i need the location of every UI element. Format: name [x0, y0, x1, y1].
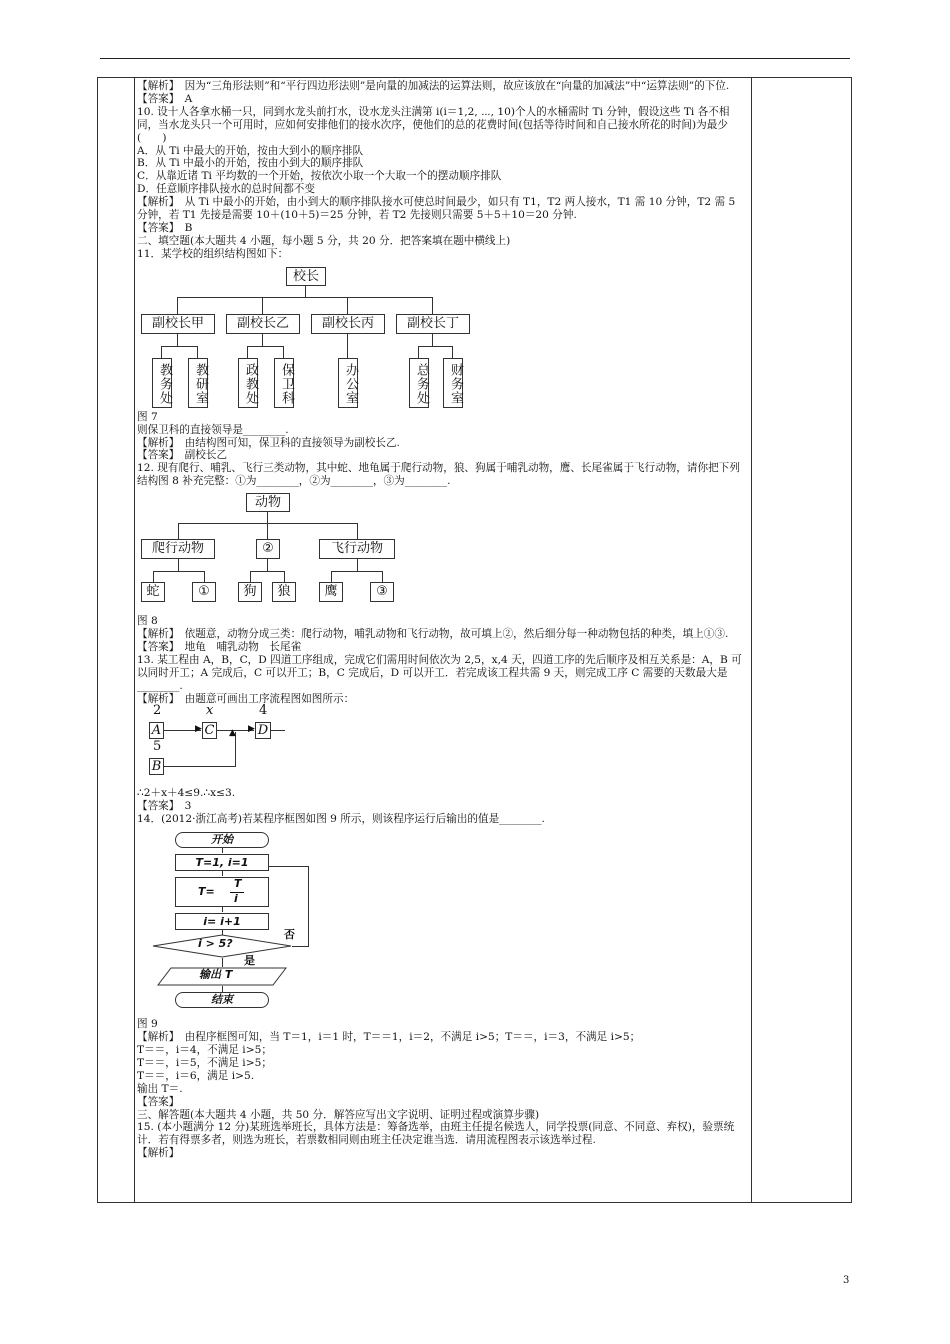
node-reptiles: 爬行动物 [141, 539, 215, 559]
node-animals: 动物 [246, 493, 290, 512]
figure-9-flowchart [137, 828, 747, 1016]
analysis-9: 【解析】 因为“三角形法则”和“平行四边形法则”是向量的加减法的运算法则，故应该放在“向量的加减法”中“运算法则”的下位. [137, 80, 730, 92]
main-content [137, 80, 747, 1160]
analysis-10: 【解析】 从 Ti 中最小的开始，由小到大的顺序排队接水可使总时间最少，如只有 T1，T2 两人接水，T1 需 10 分钟，T2 需 5 分钟，若 T1 先接是需要 10＋(10＋5)＝25 分钟，若 T2 先接则只需要 5＋5＋10＝20 分钟. [137, 196, 736, 222]
node-increment: i= i+1 [175, 913, 269, 930]
arrow-c-d: ▶ [248, 724, 255, 735]
option-d: D．任意顺序排队接水的总时间都不变 [137, 183, 315, 196]
node-research-office: 教研室 [188, 358, 208, 408]
solution-13: ∴2＋x＋4≤9.∴x≤3. [137, 787, 236, 800]
section-3-heading: 三、解答题(本大题共 4 小题，共 50 分．解答应写出文字说明、证明过程或演算步骤) [137, 1108, 540, 1121]
question-15: 15. (本小题满分 12 分)某班选举班长，具体方法是：筹备选举，由班主任提名候选人，同学投票(同意、不同意、弃权)，验票统计．若有得票多者，则选为班长，若票数相同则由班主任决定谁当选．请用流程图表示该选举过程. [137, 1121, 735, 1147]
answer-11: 【答案】 副校长乙 [137, 449, 228, 462]
analysis-15: 【解析】 [137, 1147, 180, 1160]
section-2-heading: 二、填空题(本大题共 4 小题，每小题 5 分，共 20 分．把答案填在题中横线上) [137, 234, 511, 247]
header-rule [100, 58, 850, 59]
step-i4: T＝＝，i＝4，不满足 i>5； [137, 1044, 272, 1056]
option-b: B．从 Ti 中最小的开始，按由小到大的顺序排队 [137, 157, 364, 170]
node-assign [175, 877, 269, 907]
node-end: 结束 [175, 992, 269, 1008]
analysis-11: 【解析】 由结构图可知，保卫科的直接领导为副校长乙. [137, 436, 400, 449]
output-text: 输出 T [199, 968, 233, 982]
option-c: C．从靠近诸 Ti 平均数的一个开始，按依次小取一个大取一个的摆动顺序排队 [137, 170, 502, 183]
node-vice-d: 副校长丁 [396, 314, 470, 334]
answer-12: 【答案】 地龟 哺乳动物 长尾雀 [137, 640, 302, 653]
node-political-office: 政教处 [238, 358, 258, 408]
node-birds: 飞行动物 [319, 539, 395, 559]
figure-7-caption: 图 7 [137, 410, 158, 423]
condition-text: i > 5? [198, 937, 233, 951]
figure-8-caption: 图 8 [137, 615, 158, 628]
right-column-divider [751, 78, 752, 1202]
node-vice-a: 副校长甲 [141, 314, 215, 334]
node-d: D [255, 722, 271, 739]
arrow-a-c: ▶ [195, 724, 202, 735]
node-b: B [149, 758, 164, 775]
label-a-time: 2 [153, 703, 162, 719]
option-a: A．从 Ti 中最大的开始，按由大到小的顺序排队 [137, 144, 364, 157]
node-general-office: 办公室 [338, 358, 358, 408]
answer-14: 【答案】 [137, 1095, 180, 1108]
assign-left: T= [198, 885, 215, 899]
label-c-time: x [206, 703, 214, 719]
label-d-time: 4 [259, 703, 268, 719]
node-finance-office: 财务室 [443, 358, 463, 408]
node-dog: 狗 [238, 582, 262, 602]
question-11-prompt: 则保卫科的直接领导是________. [137, 423, 289, 436]
node-init: T=1, i=1 [175, 854, 269, 871]
analysis-12: 【解析】 依题意，动物分成三类：爬行动物，哺乳动物和飞行动物，故可填上②，然后细分每一种动物包括的种类，填上①③. [137, 628, 729, 641]
question-11: 11．某学校的组织结构图如下： [137, 247, 289, 260]
node-vice-b: 副校长乙 [226, 314, 300, 334]
node-wolf: 狼 [272, 582, 296, 602]
node-snake: 蛇 [141, 582, 165, 602]
node-blank-2: ② [256, 539, 280, 559]
analysis-14: 【解析】 由程序框图可知，当 T＝1，i＝1 时，T＝＝1，i＝2，不满足 i>5；T＝＝，i＝3，不满足 i>5； [137, 1031, 641, 1044]
node-eagle: 鹰 [319, 582, 343, 602]
question-14: 14．(2012·浙江高考)若某程序框图如图 9 所示，则该程序运行后输出的值是________. [137, 813, 545, 826]
answer-13: 【答案】 3 [137, 800, 192, 813]
analysis-13: 【解析】 由题意可画出工序流程图如图所示： [137, 692, 355, 705]
step-i5: T＝＝，i＝5，不满足 i>5； [137, 1056, 272, 1069]
node-affairs-office: 总务处 [409, 358, 429, 408]
assign-numerator: T [234, 877, 242, 891]
node-security-section: 保卫科 [274, 358, 294, 408]
label-b-time: 5 [153, 739, 162, 755]
page-number: 3 [843, 1275, 850, 1286]
node-principal: 校长 [286, 267, 326, 286]
arrow-b-d: ▲ [229, 728, 236, 739]
figure-9-caption: 图 9 [137, 1018, 158, 1031]
output-line: 输出 T＝. [137, 1082, 183, 1095]
node-blank-1: ① [192, 582, 216, 602]
question-12: 12. 现有爬行、哺乳、飞行三类动物，其中蛇、地龟属于爬行动物，狼、狗属于哺乳动物，鹰、长尾雀属于飞行动物，请你把下列结构图 8 补充完整：①为________，②为________，③为________. [137, 462, 740, 488]
yes-label: 是 [244, 954, 255, 968]
node-c: C [202, 722, 217, 739]
figure-7-org-chart [137, 263, 747, 409]
assign-denominator: i [234, 892, 238, 906]
answer-9: 【答案】 A [137, 92, 193, 105]
node-a: A [149, 722, 164, 739]
question-13: 13. 某工程由 A，B，C，D 四道工序组成，完成它们需用时间依次为 2,5，x,4 天，四道工序的先后顺序及相互关系是：A，B 可以同时开工；A 完成后，C 可以开工；B，C 完成后，D 可以开工．若完成该工程共需 9 天，则完成工序 C 需要的天数最大是________. [137, 653, 742, 692]
question-10: 10. 设十人各拿水桶一只，同到水龙头前打水，设水龙头注满第 i(i＝1,2, ⋯, 10)个人的水桶需时 Ti 分钟，假设这些 Ti 各不相同，当水龙头只一个可用时，应如何安排他们的接水次序，使他们的总的花费时间(包括等待时间和自己接水所花的时间)为最少( ) [137, 105, 730, 144]
node-start: 开始 [175, 832, 269, 848]
figure-8-animal-chart [137, 490, 747, 613]
node-academic-office: 教务处 [152, 358, 172, 408]
figure-13-process-flow [137, 703, 747, 785]
node-blank-3: ③ [370, 582, 394, 602]
step-i6: T＝＝，i＝6，满足 i>5. [137, 1069, 255, 1082]
answer-10: 【答案】 B [137, 221, 193, 234]
node-vice-c: 副校长丙 [311, 314, 385, 334]
no-label: 否 [284, 928, 295, 942]
left-column-divider [134, 78, 135, 1202]
